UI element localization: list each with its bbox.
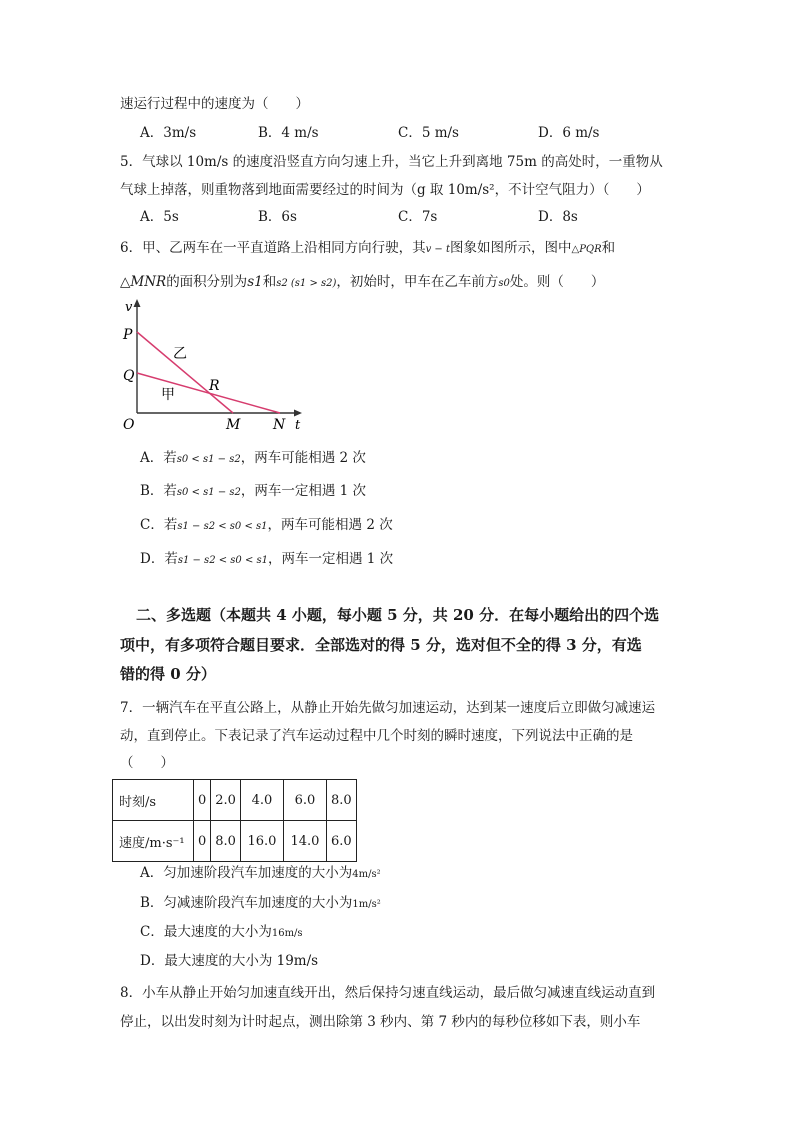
q6-option-b-condition: s0 < s1 − s2 — [176, 487, 241, 498]
q6-option-a[interactable] — [140, 448, 366, 470]
q6-vt-symbol: v − t — [425, 244, 450, 255]
q6-option-b-suffix: ，两车一定相遇 1 次 — [240, 483, 367, 499]
q7-stem-line1: 7．一辆汽车在平直公路上，从静止开始先做匀加速运动，达到某一速度后立即做匀减速运 — [120, 700, 656, 716]
q6-option-d[interactable] — [140, 549, 393, 571]
graph-label-o: O — [123, 417, 135, 433]
q6-option-c[interactable] — [140, 515, 393, 537]
q5-stem-line2: 气球上掉落，则重物落到地面需要经过的时间为（g 取 10m/s²，不计空气阻力）（ ） — [120, 182, 650, 198]
q6-stem-text-2: 图象如图所示，图中 — [450, 240, 572, 256]
q7-option-b-value: 1m/s² — [352, 899, 381, 910]
q7-option-c[interactable] — [140, 922, 303, 944]
q6-pqr-symbol: △PQR — [571, 244, 602, 255]
graph-label-yi: 乙 — [173, 346, 187, 362]
q7-stem-line3: （ ） — [120, 755, 174, 771]
q4-option-b[interactable]: B．4 m/s — [258, 125, 319, 141]
q6-stem-text-7: 处。则（ ） — [509, 274, 605, 290]
table-cell: 14.0 — [283, 821, 326, 862]
q6-option-b[interactable] — [140, 481, 366, 503]
q6-option-a-prefix: A．若 — [140, 450, 177, 466]
q4-option-c[interactable]: C．5 m/s — [398, 125, 459, 141]
table-cell: 8.0 — [326, 780, 356, 821]
table-row-label-speed: 速度/m·s⁻¹ — [113, 821, 194, 862]
q7-option-d-text: D．最大速度的大小为 19m/s — [140, 953, 319, 969]
q4-option-d[interactable]: D．6 m/s — [538, 125, 600, 141]
table-cell: 8.0 — [211, 821, 241, 862]
q8-stem-line2: 停止，以出发时刻为计时起点，测出除第 3 秒内、第 7 秒内的每秒位移如下表，则小车 — [120, 1014, 641, 1030]
q7-option-b[interactable] — [140, 893, 381, 915]
table-cell: 16.0 — [240, 821, 283, 862]
q6-stem-text-4: 的面积分别为 — [166, 274, 248, 290]
section2-heading-line3: 错的得 0 分） — [120, 665, 216, 683]
graph-label-m: M — [226, 417, 241, 433]
graph-v-arrow — [134, 299, 141, 307]
section2-heading-line1: 二、多选题（本题共 4 小题，每小题 5 分，共 20 分．在每小题给出的四个选 — [136, 606, 660, 624]
q7-option-b-text: B．匀减速阶段汽车加速度的大小为 — [140, 895, 353, 911]
table-cell: 6.0 — [326, 821, 356, 862]
q6-option-c-prefix: C．若 — [140, 517, 178, 533]
graph-label-t: t — [295, 418, 301, 433]
table-row-label-time: 时刻/s — [113, 780, 194, 821]
q6-option-a-suffix: ，两车可能相遇 2 次 — [240, 450, 366, 466]
table-cell: 2.0 — [211, 780, 241, 821]
q6-s2-condition: s2 (s1 > s2) — [276, 278, 337, 289]
q6-option-c-suffix: ，两车可能相遇 2 次 — [267, 517, 393, 533]
graph-label-jia: 甲 — [161, 387, 175, 403]
q7-stem-line2: 动，直到停止。下表记录了汽车运动过程中几个时刻的瞬时速度，下列说法中正确的是 — [120, 728, 633, 744]
q6-option-d-prefix: D．若 — [140, 551, 178, 567]
q7-option-a[interactable] — [140, 863, 381, 885]
graph-label-n: N — [273, 417, 286, 433]
q7-option-a-value: 4m/s² — [352, 869, 381, 880]
table-cell: 0 — [194, 821, 211, 862]
q7-option-c-value: 16m/s — [271, 928, 303, 939]
q6-option-d-suffix: ，两车一定相遇 1 次 — [268, 551, 394, 567]
q6-s1-symbol: s1 — [247, 274, 263, 290]
q5-option-b[interactable]: B．6s — [258, 209, 297, 225]
q6-s0-symbol: s0 — [498, 278, 510, 289]
q6-option-b-prefix: B．若 — [140, 483, 177, 499]
q7-option-c-text: C．最大速度的大小为 — [140, 924, 272, 940]
q8-stem-line1: 8．小车从静止开始匀加速直线开出，然后保持匀速直线运动，最后做匀减速直线运动直到 — [120, 985, 656, 1001]
q5-stem-line1: 5．气球以 10m/s 的速度沿竖直方向匀速上升，当它上升到离地 75m 的高处时，一重物从 — [120, 154, 663, 170]
q6-stem-text-3: 和 — [601, 240, 616, 256]
q6-stem-line2 — [120, 272, 604, 294]
q6-vt-graph — [115, 295, 315, 435]
table-row — [113, 821, 357, 862]
q6-stem-text-1: 6．甲、乙两车在一平直道路上沿相同方向行驶，其 — [120, 240, 426, 256]
graph-t-arrow — [294, 410, 302, 417]
q6-stem-text-6: ，初始时，甲车在乙车前方 — [336, 274, 499, 290]
table-cell: 6.0 — [283, 780, 326, 821]
q6-stem-line1 — [120, 238, 615, 260]
q6-option-a-condition: s0 < s1 − s2 — [176, 454, 241, 465]
q7-option-d[interactable] — [140, 951, 318, 971]
q6-option-d-condition: s1 − s2 < s0 < s1 — [177, 555, 269, 566]
q4-stem-tail: 速运行过程中的速度为（ ） — [120, 96, 309, 112]
table-cell: 0 — [194, 780, 211, 821]
q4-option-a[interactable]: A．3m/s — [140, 125, 197, 141]
q6-stem-text-5: 和 — [262, 274, 277, 290]
graph-label-q: Q — [123, 368, 135, 384]
q5-option-a[interactable]: A．5s — [140, 209, 179, 225]
q5-option-d[interactable]: D．8s — [538, 209, 578, 225]
q6-mnr-symbol: △MNR — [120, 274, 167, 290]
graph-label-p: P — [123, 327, 133, 343]
table-cell: 4.0 — [240, 780, 283, 821]
graph-line-yi — [137, 332, 233, 413]
table-row — [113, 780, 357, 821]
q7-option-a-text: A．匀加速阶段汽车加速度的大小为 — [140, 865, 353, 881]
q5-option-c[interactable]: C．7s — [398, 209, 438, 225]
q7-velocity-table — [112, 779, 357, 862]
graph-label-r: R — [209, 378, 220, 394]
section2-heading-line2: 项中，有多项符合题目要求．全部选对的得 5 分，选对但不全的得 3 分，有选 — [120, 636, 642, 654]
q6-option-c-condition: s1 − s2 < s0 < s1 — [177, 521, 268, 532]
graph-label-v: v — [125, 300, 133, 315]
